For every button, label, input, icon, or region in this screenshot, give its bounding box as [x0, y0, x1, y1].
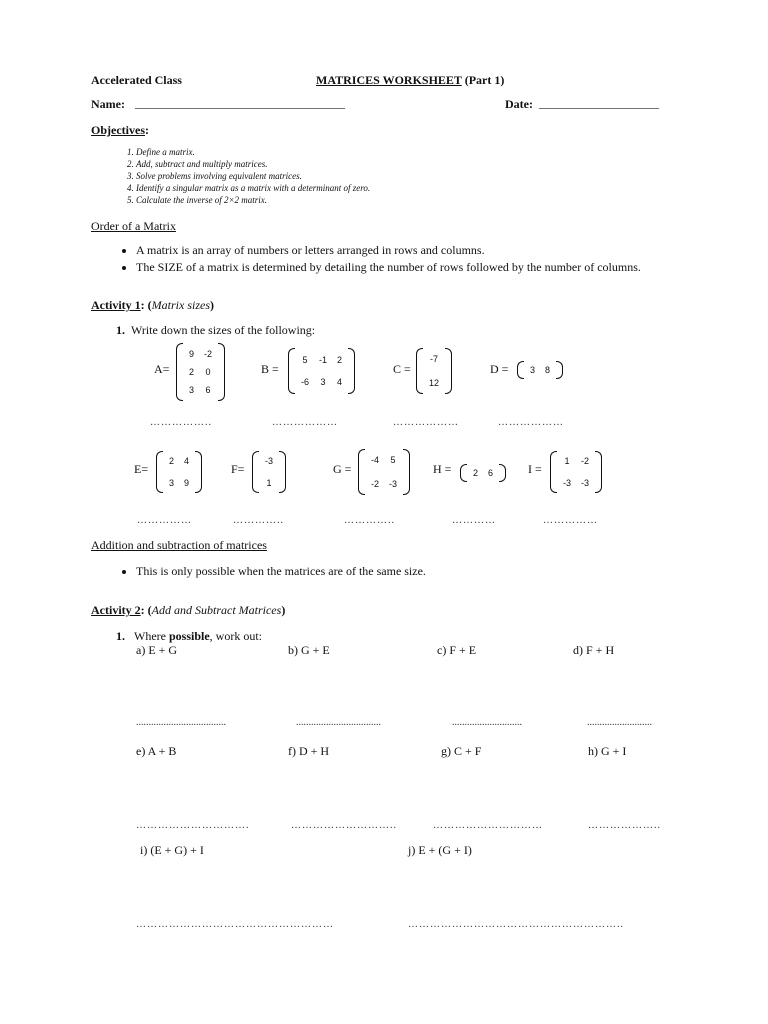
- name-label: Name:: [91, 97, 125, 111]
- part-label: g) C + F: [441, 744, 482, 758]
- class-label: Accelerated Class: [91, 73, 182, 87]
- activity1-question: 1. Write down the sizes of the following:: [116, 323, 316, 337]
- objective-item: 2. Add, subtract and multiply matrices.: [136, 158, 370, 170]
- answer-line[interactable]: ..........................: [587, 717, 652, 728]
- objective-item: 5. Calculate the inverse of 2×2 matrix.: [136, 194, 370, 206]
- date-field[interactable]: ____________________: [539, 96, 659, 110]
- answer-line[interactable]: ……………..: [150, 417, 212, 428]
- addition-bullets: [116, 564, 426, 581]
- activity2-question: 1. Where possible, work out:: [116, 629, 263, 643]
- worksheet-title: [316, 73, 504, 88]
- matrix-b-label: B =: [261, 362, 279, 376]
- title-text: MATRICES WORKSHEET: [316, 73, 462, 87]
- matrix-c: -7 12: [416, 348, 452, 394]
- answer-line[interactable]: ………………..: [588, 820, 661, 831]
- order-bullets: [116, 243, 696, 277]
- answer-line[interactable]: …………………………………………………..: [408, 919, 624, 930]
- matrix-d-label: D =: [490, 362, 509, 376]
- part-label: c) F + E: [437, 643, 477, 657]
- answer-line[interactable]: ……………: [543, 515, 598, 526]
- bullet-item: • The SIZE of a matrix is determined by detailing the number of rows followed by the number of columns.: [136, 260, 696, 275]
- matrix-d: 3 8: [517, 361, 563, 379]
- activity1-heading: Activity 1: (Matrix sizes): [91, 298, 214, 312]
- matrix-i: 1 -2 -3 -3: [550, 451, 602, 493]
- matrix-i-label: I =: [528, 462, 542, 476]
- addition-heading: Addition and subtraction of matrices: [91, 538, 267, 552]
- title-part: (Part 1): [464, 73, 505, 87]
- part-label: j) E + (G + I): [408, 843, 472, 857]
- matrix-f-label: F=: [231, 462, 245, 476]
- matrix-h: 2 6: [460, 464, 506, 482]
- matrix-e-label: E=: [134, 462, 149, 476]
- answer-line[interactable]: ………………………..: [291, 820, 397, 831]
- answer-line[interactable]: ............................: [452, 717, 522, 728]
- answer-line[interactable]: ………………………….: [136, 820, 250, 831]
- matrix-g-label: G =: [333, 462, 352, 476]
- part-label: e) A + B: [136, 744, 177, 758]
- matrix-a-label: A=: [154, 362, 170, 376]
- matrix-g: -4 5 -2 -3: [358, 449, 410, 495]
- part-label: i) (E + G) + I: [140, 843, 204, 857]
- answer-line[interactable]: ..................................: [296, 717, 381, 728]
- answer-line[interactable]: …………..: [233, 515, 284, 526]
- answer-line[interactable]: ………………: [498, 417, 564, 428]
- date-label: Date:: [505, 97, 533, 111]
- part-label: b) G + E: [288, 643, 330, 657]
- part-label: h) G + I: [588, 744, 627, 758]
- answer-line[interactable]: …………..: [344, 515, 395, 526]
- matrix-c-label: C =: [393, 362, 411, 376]
- matrix-e: 2 4 3 9: [156, 451, 202, 493]
- objective-item: 4. Identify a singular matrix as a matrix with a determinant of zero.: [136, 182, 370, 194]
- bullet-item: • This is only possible when the matrices are of the same size.: [136, 564, 426, 579]
- matrix-a: 9 -2 2 0 3 6: [176, 343, 225, 401]
- activity2-heading: Activity 2: (Add and Subtract Matrices): [91, 603, 286, 617]
- matrix-f: -3 1: [252, 451, 286, 493]
- answer-line[interactable]: …………: [452, 515, 496, 526]
- objective-item: 3. Solve problems involving equivalent matrices.: [136, 170, 370, 182]
- answer-line[interactable]: ………………: [393, 417, 459, 428]
- order-heading: Order of a Matrix: [91, 219, 176, 233]
- answer-line[interactable]: ………………………………………………: [136, 919, 334, 930]
- part-label: d) F + H: [573, 643, 615, 657]
- objective-item: 1. Define a matrix.: [136, 146, 370, 158]
- answer-line[interactable]: ………………: [272, 417, 338, 428]
- objectives-list: [122, 146, 370, 206]
- bullet-item: • A matrix is an array of numbers or letters arranged in rows and columns.: [136, 243, 696, 258]
- matrix-b: 5 -1 2 -6 3 4: [288, 348, 355, 394]
- answer-line[interactable]: ……………: [137, 515, 192, 526]
- name-field[interactable]: ___________________________________: [135, 96, 345, 110]
- part-label: a) E + G: [136, 643, 178, 657]
- matrix-h-label: H =: [433, 462, 452, 476]
- part-label: f) D + H: [288, 744, 330, 758]
- answer-line[interactable]: …………………………: [433, 820, 543, 831]
- objectives-heading: Objectives:: [91, 123, 149, 137]
- answer-line[interactable]: ....................................: [136, 717, 226, 728]
